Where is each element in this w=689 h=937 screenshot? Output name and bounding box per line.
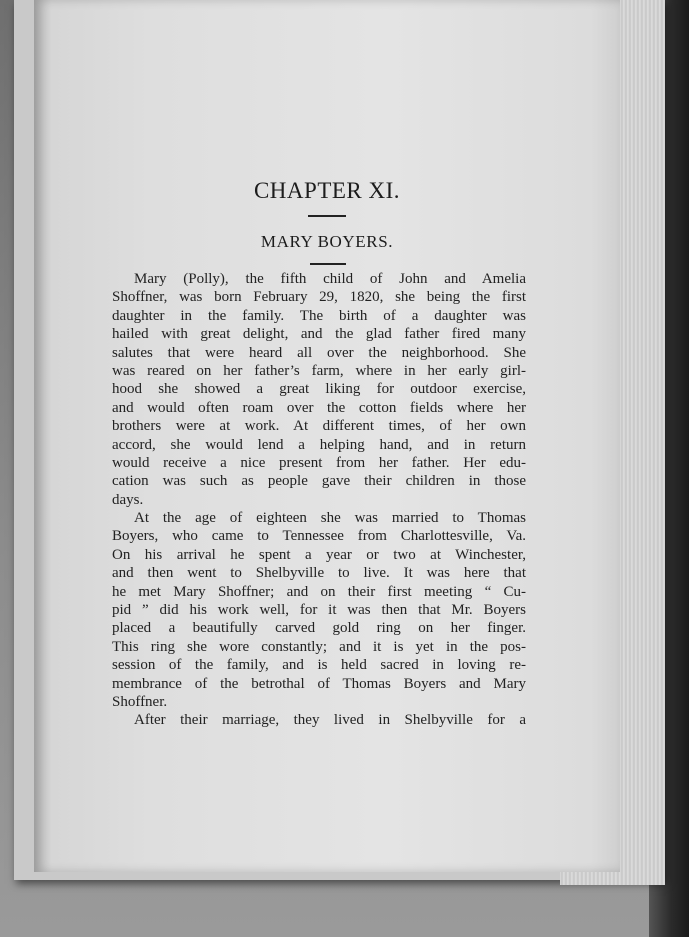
- text-line: Boyers, who came to Tennessee from Charlottesville, Va.: [112, 528, 526, 545]
- text-line: daughter in the family. The birth of a daughter was: [112, 307, 526, 324]
- text-line: hailed with great delight, and the glad father fired many: [112, 326, 526, 343]
- section-heading: MARY BOYERS.: [260, 232, 394, 251]
- text-line: session of the family, and is held sacred in loving re-: [112, 657, 526, 674]
- heading-divider: [308, 215, 346, 217]
- text-line: Shoffner.: [112, 693, 168, 710]
- text-line: Shoffner, was born February 29, 1820, she being the first: [112, 289, 526, 306]
- text-line: cation was such as people gave their children in those: [112, 473, 526, 490]
- text-line: hood she showed a great liking for outdoor exercise,: [112, 381, 526, 398]
- text-line: and would often roam over the cotton fields where her: [112, 399, 526, 416]
- text-line: pid ” did his work well, for it was then that Mr. Boyers: [112, 602, 526, 619]
- text-line: was reared on her father’s farm, where in her early girl-: [112, 362, 526, 379]
- paragraph: [112, 270, 526, 509]
- text-line: After their marriage, they lived in Shelbyville for a: [134, 712, 526, 729]
- text-line: he met Mary Shoffner; and on their first meeting “ Cu-: [112, 583, 526, 600]
- text-line: placed a beautifully carved gold ring on her finger.: [112, 620, 526, 637]
- text-line: days.: [112, 491, 144, 508]
- text-line: would receive a nice present from her father. Her edu-: [112, 454, 526, 471]
- text-line: This ring she wore constantly; and it is yet in the pos-: [112, 638, 526, 655]
- paragraph: [112, 509, 526, 711]
- chapter-heading: CHAPTER XI.: [253, 178, 401, 203]
- text-line: Mary (Polly), the fifth child of John and Amelia: [134, 271, 526, 287]
- text-line: brothers were at work. At different times, of her own: [112, 418, 526, 435]
- heading-divider: [310, 263, 346, 265]
- text-line: On his arrival he spent a year or two at Winchester,: [112, 546, 526, 563]
- book-page: [34, 0, 620, 872]
- text-line: accord, she would lend a helping hand, and in return: [112, 436, 526, 453]
- text-line: and then went to Shelbyville to live. It was here that: [112, 565, 526, 582]
- text-line: At the age of eighteen she was married to Thomas: [134, 510, 526, 527]
- body-text: [112, 270, 526, 730]
- text-line: membrance of the betrothal of Thomas Boyers and Mary: [112, 675, 526, 692]
- text-line: salutes that were heard all over the neighborhood. She: [112, 344, 526, 361]
- paragraph: [112, 711, 526, 729]
